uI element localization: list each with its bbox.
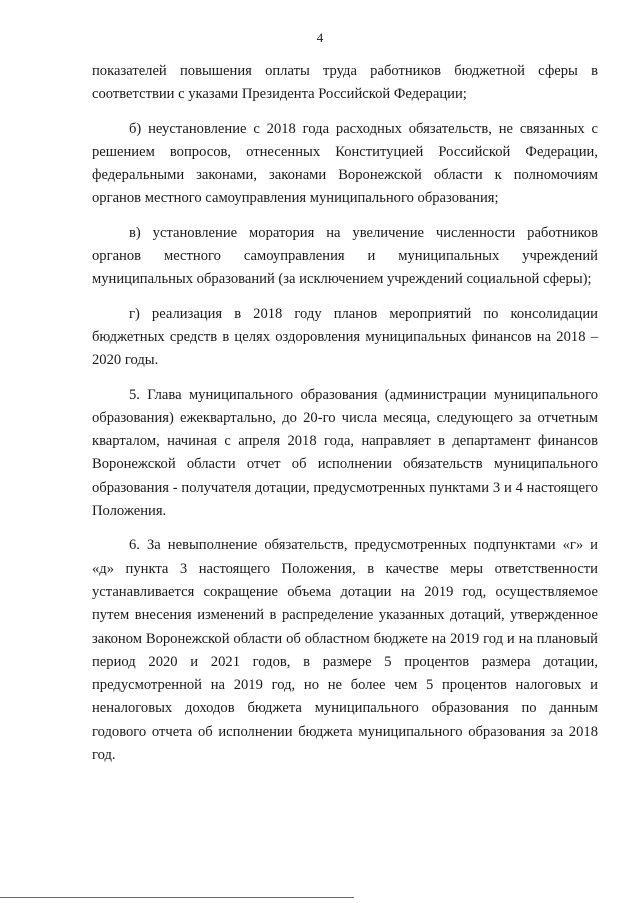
footer-divider: [0, 897, 354, 898]
document-body: [92, 60, 598, 767]
paragraph-point-5: 5. Глава муниципального образования (администрации муниципального образования) ежеквартально, до 20-го числа месяца, следующего за отчетным кварталом, начиная с апреля 2018 года, направляет в департамент финансов Воронежской области отчет об исполнении обязательств муниципального образования - получателя дотации, предусмотренных пунктами 3 и 4 настоящего Положения.: [92, 386, 598, 520]
page-number: 4: [316, 30, 324, 45]
paragraph-continuation: показателей повышения оплаты труда работников бюджетной сферы в соответствии с указами Президента Российской Федерации;: [92, 63, 598, 103]
paragraph-item-v: в) установление моратория на увеличение численности работников органов местного самоуправления и муниципальных учреждений муниципальных образований (за исключением учреждений социальной сферы);: [92, 224, 598, 288]
paragraph-item-g: г) реализация в 2018 году планов мероприятий по консолидации бюджетных средств в целях оздоровления муниципальных финансов на 2018 – 2020 годы.: [92, 305, 598, 369]
paragraph-point-6: 6. За невыполнение обязательств, предусмотренных подпунктами «г» и «д» пункта 3 настоящего Положения, в качестве меры ответственности устанавливается сокращение объема дотации на 2019 год, осуществляемое путем внесения изменений в распределение указанных дотаций, утвержденное законом Воронежской области об областном бюджете на 2019 год и на плановый период 2020 и 2021 годов, в размере 5 процентов размера дотации, предусмотренной на 2019 год, но не более чем 5 процентов налоговых и неналоговых доходов бюджета муниципального образования по данным годового отчета об исполнении бюджета муниципального образования за 2018 год.: [92, 537, 598, 764]
paragraph-item-b: б) неустановление с 2018 года расходных обязательств, не связанных с решением вопросов, отнесенных Конституцией Российской Федерации, федеральными законами, законами Воронежской области к полномочиям органов местного самоуправления муниципального образования;: [92, 120, 598, 207]
